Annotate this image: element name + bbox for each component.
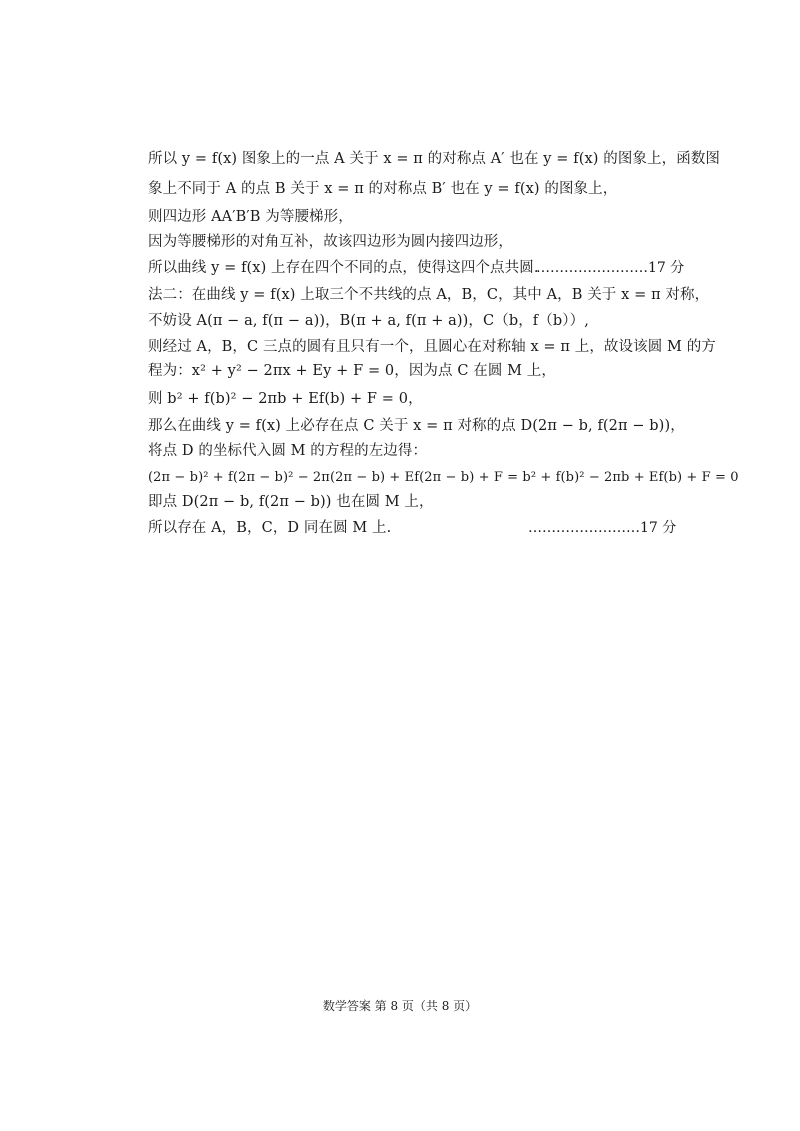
text-line-13: (2π − b)² + f(2π − b)² − 2π(2π − b) + Ef(2π − b) + F = b² + f(b)² − 2πb + Ef(b) + F = 0 <box>148 470 739 485</box>
text-line-15: 所以存在 A，B，C，D 同在圆 M 上. <box>148 520 392 536</box>
score-mark-2: ……………………17 分 <box>528 520 677 536</box>
text-line-6: 法二：在曲线 y = f(x) 上取三个不共线的点 A，B，C，其中 A，B 关于 x = π 对称， <box>148 287 710 303</box>
text-line-3: 则四边形 AA′B′B 为等腰梯形， <box>148 209 353 225</box>
text-line-11: 那么在曲线 y = f(x) 上必存在点 C 关于 x = π 对称的点 D(2π − b, f(2π − b))， <box>148 418 685 434</box>
text-line-10: 则 b² + f(b)² − 2πb + Ef(b) + F = 0， <box>148 391 423 407</box>
text-line-7: 不妨设 A(π − a, f(π − a))，B(π + a, f(π + a))，C（b，f（b））, <box>148 313 589 329</box>
text-line-4: 因为等腰梯形的对角互补，故该四边形为圆内接四边形， <box>148 234 513 250</box>
text-line-14: 即点 D(2π − b, f(2π − b)) 也在圆 M 上， <box>148 494 434 510</box>
page-footer: 数学答案 第 8 页（共 8 页） <box>322 999 478 1013</box>
text-line-12: 将点 D 的坐标代入圆 M 的方程的左边得： <box>148 443 428 459</box>
text-line-9: 程为：x² + y² − 2πx + Ey + F = 0，因为点 C 在圆 M 上， <box>148 363 557 379</box>
score-mark-1: ……………………17 分 <box>536 260 685 276</box>
text-line-1: 所以 y = f(x) 图象上的一点 A 关于 x = π 的对称点 A′ 也在 y = f(x) 的图象上，函数图 <box>148 151 721 167</box>
text-line-8: 则经过 A，B，C 三点的圆有且只有一个，且圆心在对称轴 x = π 上，故设该圆 M 的方 <box>148 339 716 355</box>
text-line-5: 所以曲线 y = f(x) 上存在四个不同的点，使得这四个点共圆. <box>148 260 539 276</box>
text-line-2: 象上不同于 A 的点 B 关于 x = π 的对称点 B′ 也在 y = f(x) 的图象上， <box>148 181 618 197</box>
